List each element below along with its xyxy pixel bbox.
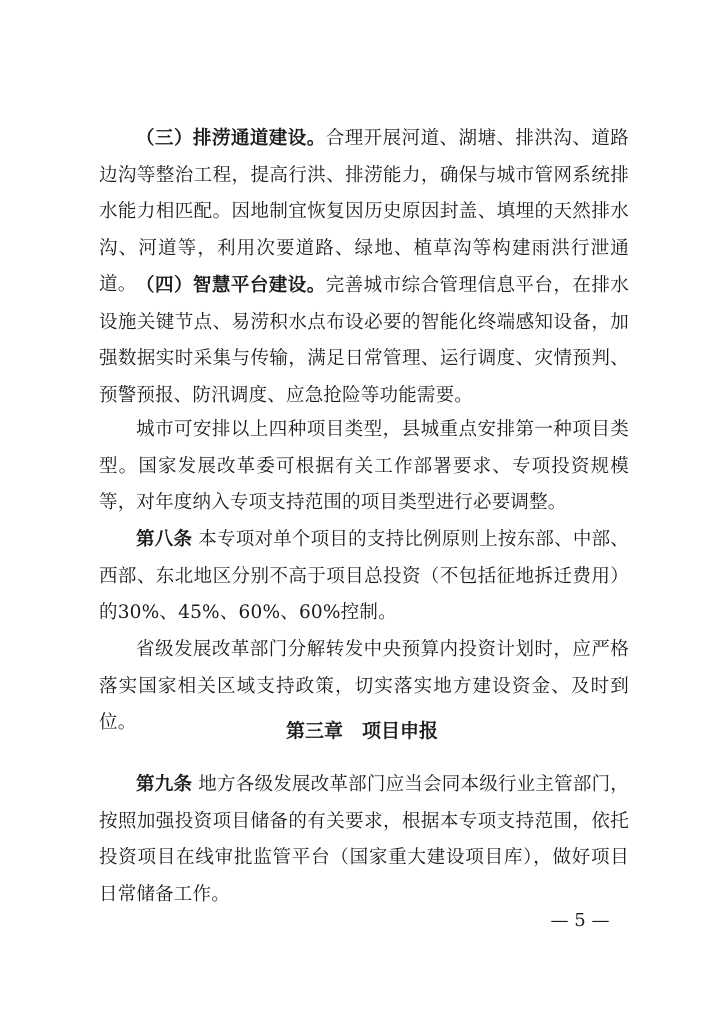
paragraph-text: 完善城市综合管理信息平台，在排水设施关键节点、易涝积水点布设必要的智能化终端感知设备，加强数据实时采集与传输，满足日常管理、运行调度、灾情预判、预警预报、防汛调度、应急抢险等功能需要。: [99, 275, 629, 406]
paragraph-smart-platform: [99, 268, 629, 414]
paragraph-lead: （三）排涝通道建设。: [136, 128, 326, 149]
paragraph-lead: 第八条: [136, 529, 193, 550]
paragraph-lead: （四）智慧平台建设。: [136, 275, 326, 296]
paragraph-text: 省级发展改革部门分解转发中央预算内投资计划时，应严格落实国家相关区域支持政策，切实落实地方建设资金、及时到位。: [99, 639, 629, 733]
page-number: — 5 —: [550, 910, 610, 931]
paragraph-project-types: [99, 412, 629, 522]
paragraph-text: 地方各级发展改革部门应当会同本级行业主管部门，按照加强投资项目储备的有关要求，根据本专项支持范围，依托投资项目在线审批监管平台（国家重大建设项目库），做好项目日常储备工作。: [99, 774, 629, 905]
paragraph-text: 本专项对单个项目的支持比例原则上按东部、中部、西部、东北地区分别不高于项目总投资（不包括征地拆迁费用）的30%、45%、60%、60%控制。: [99, 529, 629, 623]
paragraph-text: 城市可安排以上四种项目类型，县城重点安排第一种项目类型。国家发展改革委可根据有关工作部署要求、专项投资规模等，对年度纳入专项支持范围的项目类型进行必要调整。: [99, 419, 629, 513]
paragraph-article-9: [99, 767, 629, 913]
paragraph-lead: 第九条: [136, 774, 193, 795]
paragraph-text: 合理开展河道、湖塘、排洪沟、道路边沟等整治工程，提高行洪、排涝能力，确保与城市管网系统排水能力相匹配。因地制宜恢复因历史原因封盖、填埋的天然排水沟、河道等，利用次要道路、绿地、植草沟等构建雨洪行泄通道。: [99, 128, 629, 295]
chapter-title: 第三章 项目申报: [285, 720, 438, 742]
paragraph-article-8: [99, 522, 629, 632]
